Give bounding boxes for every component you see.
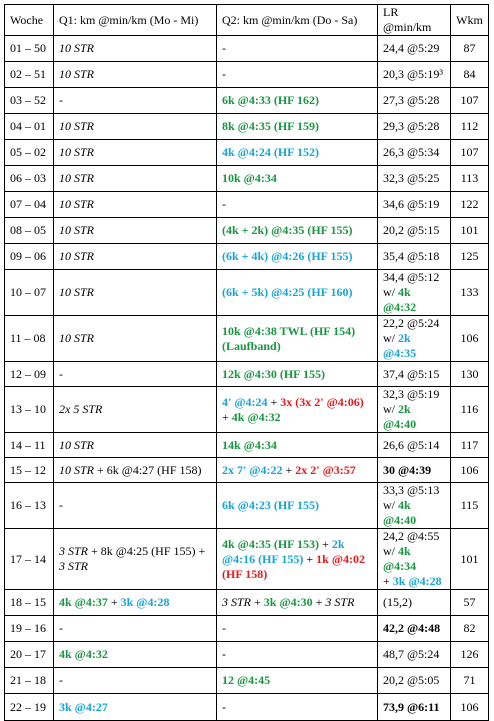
text-segment: 3 STR <box>59 559 89 573</box>
cell-q1 <box>54 483 217 529</box>
cell-woche: 07 – 04 <box>5 192 54 218</box>
cell-lr <box>378 192 451 218</box>
cell-woche: 14 – 11 <box>5 433 54 458</box>
lr-line <box>383 171 445 186</box>
cell-q2 <box>217 458 378 483</box>
text-segment: - <box>222 647 226 661</box>
text-segment: 8k @4:35 (HF 159) <box>222 119 320 133</box>
cell-woche: 08 – 05 <box>5 218 54 244</box>
lr-line <box>383 197 445 212</box>
text-segment: - <box>59 93 63 107</box>
cell-q1 <box>54 529 217 590</box>
text-segment: 10 STR <box>59 437 95 452</box>
text-segment: 34,6 @5:19 <box>383 197 440 211</box>
text-segment: + 8k @4:25 (HF 155) + <box>88 544 206 558</box>
text-segment: + 6k @4:27 (HF 158) <box>94 462 202 477</box>
text-segment: + <box>303 551 317 566</box>
cell-lr <box>378 244 451 270</box>
text-segment: 10 STR <box>59 223 95 237</box>
cell-wkm: 107 <box>451 140 489 166</box>
cell-woche: 13 – 10 <box>5 387 54 433</box>
text-segment: 48,7 @5:24 <box>383 647 440 661</box>
text-segment: + <box>107 595 121 609</box>
text-segment: 30 @4:39 <box>383 462 432 477</box>
text-segment: + <box>251 595 264 609</box>
text-segment: (15,2) <box>383 595 412 609</box>
cell-lr <box>378 114 451 140</box>
text-segment: 2k @4:40 <box>383 402 417 431</box>
lr-line <box>383 574 445 589</box>
text-segment: - <box>222 41 226 55</box>
cell-q2 <box>217 36 378 62</box>
cell-q2 <box>217 616 378 642</box>
table-row <box>5 62 489 88</box>
text-segment: 2x 7' @4:22 <box>222 462 283 477</box>
lr-line <box>383 529 445 544</box>
table-row <box>5 616 489 642</box>
cell-woche: 02 – 51 <box>5 62 54 88</box>
text-segment: 4k @4:40 <box>383 498 417 527</box>
cell-lr <box>378 590 451 616</box>
table-row <box>5 483 489 529</box>
text-segment: ³ <box>439 67 443 81</box>
cell-q2 <box>217 62 378 88</box>
cell-lr <box>378 62 451 88</box>
text-segment: 33,3 @5:13 <box>383 483 440 497</box>
text-segment: 10 STR <box>59 171 95 185</box>
cell-woche: 21 – 18 <box>5 668 54 694</box>
text-segment: 34,4 @5:12 <box>383 270 440 284</box>
text-segment: 2k @4:35 <box>383 331 417 360</box>
cell-q1 <box>54 433 217 458</box>
text-segment: 10k @4:34 <box>222 171 277 185</box>
lr-line <box>383 621 445 636</box>
text-segment: 20,3 @5:19 <box>383 67 440 81</box>
table-row <box>5 590 489 616</box>
cell-wkm: 130 <box>451 362 489 387</box>
cell-lr <box>378 668 451 694</box>
cell-lr <box>378 458 451 483</box>
table-row <box>5 694 489 721</box>
text-segment: 4k @4:32 <box>231 409 281 424</box>
text-segment: 4k @4:32 <box>59 647 108 661</box>
cell-wkm: 106 <box>451 458 489 483</box>
table-body <box>5 36 489 721</box>
text-segment: 3k @4:30 <box>263 595 313 609</box>
header-q1: Q1: km @min/km (Mo - Mi) <box>54 5 217 36</box>
table-row <box>5 114 489 140</box>
cell-woche: 03 – 52 <box>5 88 54 114</box>
cell-q2 <box>217 218 378 244</box>
text-segment: 2x 5 STR <box>59 402 103 416</box>
text-segment: 3k @4:27 <box>59 699 108 714</box>
lr-line <box>383 285 445 315</box>
cell-woche: 12 – 09 <box>5 362 54 387</box>
text-segment: 37,4 @5:15 <box>383 366 440 381</box>
text-segment: - <box>222 699 226 714</box>
text-segment: + <box>267 394 281 409</box>
text-segment: 20,2 @5:15 <box>383 223 440 237</box>
cell-q1 <box>54 616 217 642</box>
cell-woche: 22 – 19 <box>5 694 54 721</box>
cell-lr <box>378 362 451 387</box>
cell-q1 <box>54 668 217 694</box>
cell-wkm: 117 <box>451 433 489 458</box>
cell-q1 <box>54 36 217 62</box>
cell-q2 <box>217 694 378 721</box>
text-segment: 3 STR <box>325 595 355 609</box>
cell-wkm: 57 <box>451 590 489 616</box>
text-segment: 2x 2' @3:57 <box>295 462 356 477</box>
text-segment: 12 @4:45 <box>222 673 271 687</box>
text-segment: 10 STR <box>59 331 95 345</box>
lr-line <box>383 41 445 56</box>
table-row <box>5 316 489 362</box>
text-segment: - <box>222 621 226 635</box>
text-segment: + <box>282 462 296 477</box>
text-segment: 32,3 @5:19 <box>383 387 440 401</box>
table-row <box>5 166 489 192</box>
table-row <box>5 433 489 458</box>
cell-q2 <box>217 642 378 668</box>
text-segment: 10 STR <box>59 462 95 477</box>
lr-line <box>383 647 445 662</box>
header-row <box>5 5 489 36</box>
cell-q1 <box>54 590 217 616</box>
cell-wkm: 82 <box>451 616 489 642</box>
text-segment: (6k + 5k) @4:25 (HF 160) <box>222 285 353 299</box>
cell-q2 <box>217 483 378 529</box>
cell-lr <box>378 642 451 668</box>
cell-wkm: 101 <box>451 218 489 244</box>
text-segment: 14k @4:34 <box>222 437 277 452</box>
lr-line <box>383 544 445 574</box>
text-segment: 3k @4:28 <box>392 574 442 588</box>
cell-wkm: 125 <box>451 244 489 270</box>
cell-woche: 18 – 15 <box>5 590 54 616</box>
cell-q2 <box>217 362 378 387</box>
cell-woche: 05 – 02 <box>5 140 54 166</box>
cell-q2 <box>217 387 378 433</box>
text-segment: + <box>383 574 393 588</box>
text-segment: 2k @4:16 (HF 155) <box>222 536 345 566</box>
text-segment: 4k @4:32 <box>383 285 417 314</box>
text-segment: 73,9 @6:11 <box>383 699 440 714</box>
cell-woche: 19 – 16 <box>5 616 54 642</box>
lr-line <box>383 223 445 238</box>
header-wkm: Wkm <box>451 5 489 36</box>
cell-lr <box>378 694 451 721</box>
cell-q1 <box>54 387 217 433</box>
text-segment: 4k @4:35 (HF 153) <box>222 536 320 551</box>
cell-lr <box>378 140 451 166</box>
text-segment: w/ <box>383 285 398 299</box>
training-plan-table <box>4 4 489 721</box>
cell-q1 <box>54 316 217 362</box>
cell-lr <box>378 433 451 458</box>
lr-line <box>383 367 445 382</box>
text-segment: 4' @4:24 <box>222 394 268 409</box>
table-row <box>5 140 489 166</box>
cell-q1 <box>54 114 217 140</box>
cell-q1 <box>54 62 217 88</box>
text-segment: w/ <box>383 402 398 416</box>
lr-line <box>383 270 445 285</box>
cell-wkm: 116 <box>451 387 489 433</box>
text-segment: 26,6 @5:14 <box>383 437 440 452</box>
text-segment: 3x (3x 2' @4:06) <box>280 394 364 409</box>
text-segment: + <box>312 595 326 609</box>
cell-woche: 11 – 08 <box>5 316 54 362</box>
cell-lr <box>378 270 451 316</box>
text-segment: 1k @4:02 (HF 158) <box>222 551 365 581</box>
text-segment: 3 STR <box>222 595 252 609</box>
text-segment: + <box>222 409 232 424</box>
lr-line <box>383 498 445 528</box>
text-segment: 20,2 @5:05 <box>383 673 440 687</box>
cell-wkm: 133 <box>451 270 489 316</box>
text-segment: 10 STR <box>59 145 95 159</box>
cell-q2 <box>217 433 378 458</box>
lr-line <box>383 93 445 108</box>
text-segment: 29,3 @5:28 <box>383 119 440 133</box>
table-row <box>5 642 489 668</box>
text-segment: 6k @4:23 (HF 155) <box>222 498 320 512</box>
cell-q1 <box>54 88 217 114</box>
lr-line <box>383 119 445 134</box>
table-row <box>5 218 489 244</box>
cell-lr <box>378 616 451 642</box>
cell-wkm: 112 <box>451 114 489 140</box>
text-segment: 24,2 @4:55 <box>383 529 440 543</box>
text-segment: 10k @4:38 TWL (HF 154) (Laufband) <box>222 323 356 353</box>
text-segment: - <box>59 621 63 635</box>
text-segment: 10 STR <box>59 119 95 133</box>
text-segment: 32,3 @5:25 <box>383 171 440 185</box>
lr-line <box>383 145 445 160</box>
table-row <box>5 668 489 694</box>
cell-lr <box>378 483 451 529</box>
cell-lr <box>378 218 451 244</box>
lr-line <box>383 673 445 688</box>
cell-q1 <box>54 140 217 166</box>
cell-wkm: 113 <box>451 166 489 192</box>
table-row <box>5 362 489 387</box>
cell-woche: 06 – 03 <box>5 166 54 192</box>
text-segment: 27,3 @5:28 <box>383 93 440 107</box>
lr-line <box>383 700 445 715</box>
text-segment: (4k + 2k) @4:35 (HF 155) <box>222 223 353 237</box>
cell-wkm: 106 <box>451 694 489 721</box>
cell-wkm: 71 <box>451 668 489 694</box>
cell-lr <box>378 387 451 433</box>
lr-line <box>383 316 445 331</box>
text-segment: - <box>59 673 63 687</box>
cell-wkm: 115 <box>451 483 489 529</box>
lr-line <box>383 402 445 432</box>
cell-q2 <box>217 590 378 616</box>
cell-woche: 10 – 07 <box>5 270 54 316</box>
cell-wkm: 122 <box>451 192 489 218</box>
text-segment: - <box>59 498 63 512</box>
text-segment: 10 STR <box>59 197 95 211</box>
cell-lr <box>378 88 451 114</box>
cell-q2 <box>217 270 378 316</box>
cell-q2 <box>217 140 378 166</box>
cell-q1 <box>54 362 217 387</box>
cell-q1 <box>54 270 217 316</box>
header-woche: Woche <box>5 5 54 36</box>
table-row <box>5 192 489 218</box>
text-segment: - <box>59 366 63 381</box>
cell-woche: 15 – 12 <box>5 458 54 483</box>
lr-line <box>383 463 445 478</box>
cell-q2 <box>217 529 378 590</box>
cell-wkm: 107 <box>451 88 489 114</box>
text-segment: w/ <box>383 331 398 345</box>
cell-lr <box>378 36 451 62</box>
table-row <box>5 270 489 316</box>
cell-wkm: 126 <box>451 642 489 668</box>
cell-lr <box>378 529 451 590</box>
cell-q2 <box>217 88 378 114</box>
cell-wkm: 84 <box>451 62 489 88</box>
cell-q2 <box>217 668 378 694</box>
cell-wkm: 101 <box>451 529 489 590</box>
text-segment: 10 STR <box>59 249 95 263</box>
cell-q1 <box>54 694 217 721</box>
text-segment: 22,2 @5:24 <box>383 316 440 330</box>
text-segment: + <box>319 536 332 551</box>
header-lr: LR @min/km <box>378 5 451 36</box>
text-segment: w/ <box>383 498 398 512</box>
text-segment: 3 STR <box>59 544 89 558</box>
text-segment: 10 STR <box>59 67 95 81</box>
lr-line <box>383 387 445 402</box>
text-segment: 3k @4:28 <box>120 595 170 609</box>
text-segment: 42,2 @4:48 <box>383 621 441 635</box>
table-row <box>5 458 489 483</box>
table-row <box>5 88 489 114</box>
cell-q1 <box>54 166 217 192</box>
text-segment: 26,3 @5:34 <box>383 145 440 159</box>
cell-woche: 01 – 50 <box>5 36 54 62</box>
cell-q1 <box>54 192 217 218</box>
text-segment: 10 STR <box>59 41 95 55</box>
lr-line <box>383 249 445 264</box>
table-row <box>5 529 489 590</box>
cell-q2 <box>217 166 378 192</box>
cell-woche: 20 – 17 <box>5 642 54 668</box>
cell-wkm: 87 <box>451 36 489 62</box>
table-row <box>5 387 489 433</box>
table-row <box>5 244 489 270</box>
cell-lr <box>378 166 451 192</box>
text-segment: 4k @4:37 <box>59 595 108 609</box>
text-segment: w/ <box>383 544 398 558</box>
cell-q2 <box>217 316 378 362</box>
lr-line <box>383 438 445 453</box>
cell-woche: 16 – 13 <box>5 483 54 529</box>
text-segment: 4k @4:24 (HF 152) <box>222 145 320 159</box>
cell-woche: 17 – 14 <box>5 529 54 590</box>
cell-lr <box>378 316 451 362</box>
table-row <box>5 36 489 62</box>
cell-woche: 09 – 06 <box>5 244 54 270</box>
text-segment: - <box>222 197 226 211</box>
cell-q1 <box>54 218 217 244</box>
cell-q2 <box>217 114 378 140</box>
text-segment: 24,4 @5:29 <box>383 41 440 55</box>
text-segment: 35,4 @5:18 <box>383 249 440 263</box>
text-segment: 12k @4:30 (HF 155) <box>222 366 326 381</box>
cell-q1 <box>54 458 217 483</box>
lr-line <box>383 331 445 361</box>
lr-line <box>383 67 445 82</box>
cell-q1 <box>54 244 217 270</box>
text-segment: - <box>222 67 226 81</box>
cell-q2 <box>217 192 378 218</box>
lr-line <box>383 595 445 610</box>
cell-wkm: 106 <box>451 316 489 362</box>
text-segment: 6k @4:33 (HF 162) <box>222 93 320 107</box>
header-q2: Q2: km @min/km (Do - Sa) <box>217 5 378 36</box>
cell-q2 <box>217 244 378 270</box>
text-segment: (6k + 4k) @4:26 (HF 155) <box>222 249 353 263</box>
cell-q1 <box>54 642 217 668</box>
text-segment: 10 STR <box>59 285 95 299</box>
lr-line <box>383 483 445 498</box>
cell-woche: 04 – 01 <box>5 114 54 140</box>
text-segment: 4k @4:34 <box>383 544 417 573</box>
